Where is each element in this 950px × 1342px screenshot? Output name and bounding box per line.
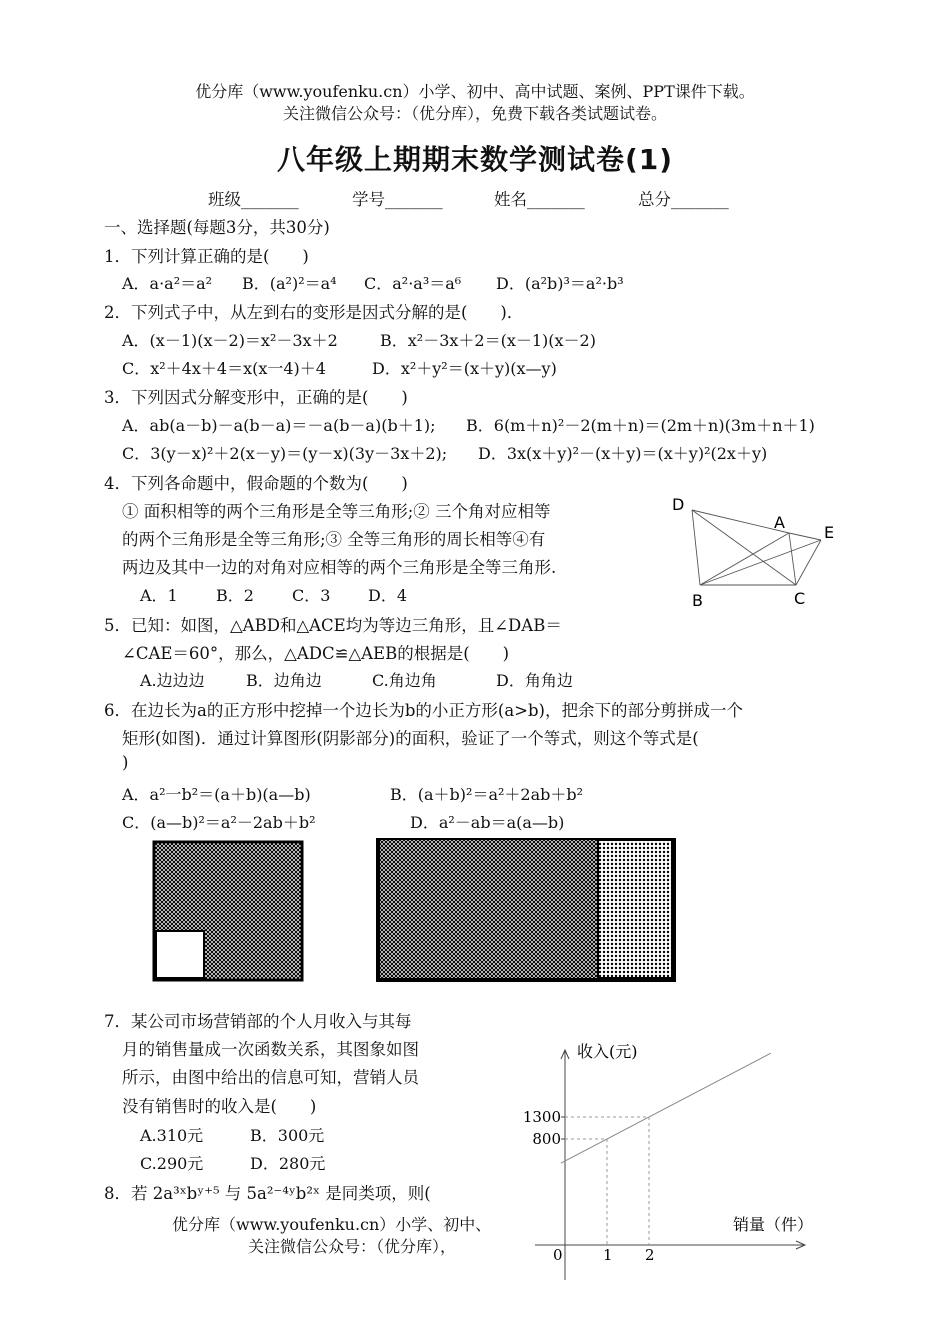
y-tick-label: 800	[532, 1130, 561, 1148]
q5-option-b: B．边角边	[246, 671, 322, 690]
header-line-1: 优分库（www.youfenku.cn）小学、初中、高中试题、案例、PPT课件下载。	[195, 82, 755, 101]
square-with-cutout	[154, 842, 302, 980]
q7-line-2: 月的销售量成一次函数关系，其图象如图	[122, 1040, 419, 1059]
q7-option-c: C.290元	[140, 1154, 204, 1173]
q6-line-1: 6．在边长为a的正方形中挖掉一个边长为b的小正方形(a>b)，把余下的部分剪拼成一个	[104, 701, 743, 720]
name-field: 姓名_______	[494, 190, 585, 209]
q3-option-a: A．ab(a－b)－a(b－a)＝－a(b－a)(b＋1);	[122, 416, 436, 435]
q1-stem: 1．下列计算正确的是( )	[104, 247, 309, 266]
q3-option-b: B．6(m＋n)²－2(m＋n)＝(2m＋n)(3m＋n＋1)	[466, 416, 815, 435]
q6-line-3: )	[122, 753, 129, 772]
q4-option-d: D．4	[368, 586, 408, 605]
q3-stem: 3．下列因式分解变形中，正确的是( )	[104, 388, 408, 407]
q6-line-2: 矩形(如图)．通过计算图形(阴影部分)的面积，验证了一个等式，则这个等式是(	[122, 729, 699, 748]
class-field: 班级_______	[208, 190, 299, 209]
q7-line-4: 没有销售时的收入是( )	[122, 1097, 317, 1116]
score-field: 总分_______	[638, 190, 729, 209]
cutout-square	[156, 931, 204, 978]
q3-option-c: C．3(y－x)²＋2(x－y)＝(y－x)(3y－3x＋2);	[122, 444, 448, 463]
q4-stem: 4．下列各命题中，假命题的个数为( )	[104, 474, 408, 493]
q4-line-2: 的两个三角形是全等三角形;③ 全等三角形的周长相等④有	[122, 530, 546, 549]
q2-option-b: B．x²－3x＋2＝(x－1)(x－2)	[380, 331, 596, 350]
q2-option-c: C．x²＋4x＋4＝x(x一4)＋4	[122, 359, 326, 378]
q5-line-2: ∠CAE＝60°，那么，△ADC≌△AEB的根据是( )	[122, 644, 510, 663]
q4-option-a: A．1	[140, 586, 178, 605]
footer-line-1: 优分库（www.youfenku.cn）小学、初中、	[172, 1215, 492, 1234]
q3-option-d: D．3x(x＋y)²－(x＋y)＝(x＋y)²(2x＋y)	[478, 444, 768, 463]
income-sales-chart	[505, 1035, 825, 1285]
label-C: C	[794, 589, 806, 608]
q2-option-a: A．(x－1)(x－2)＝x²－3x＋2	[122, 331, 338, 350]
q1-option-c: C．a²·a³＝a⁶	[364, 274, 462, 293]
label-E: E	[824, 523, 835, 542]
q6-option-a: A．a²一b²＝(a＋b)(a—b)	[122, 785, 311, 804]
q5-option-c: C.角边角	[372, 671, 437, 690]
q5-line-1: 5．已知：如图，△ABD和△ACE均为等边三角形，且∠DAB＝	[104, 616, 562, 635]
rearranged-rectangle	[378, 838, 674, 980]
q7-line-1: 7．某公司市场营销部的个人月收入与其每	[104, 1012, 412, 1031]
q4-line-1: ① 面积相等的两个三角形是全等三角形;② 三个角对应相等	[122, 502, 551, 521]
q2-option-d: D．x²＋y²＝(x＋y)(x—y)	[372, 359, 557, 378]
q4-option-b: B．2	[216, 586, 254, 605]
q7-option-a: A.310元	[140, 1126, 204, 1145]
q7-line-3: 所示，由图中给出的信息可知，营销人员	[122, 1068, 419, 1087]
triangle-figure	[664, 488, 854, 616]
q1-option-d: D．(a²b)³＝a²·b³	[496, 274, 624, 293]
q6-option-d: D．a²－ab＝a(a—b)	[410, 813, 565, 832]
q4-line-3: 两边及其中一边的对角对应相等的两个三角形是全等三角形.	[122, 558, 557, 577]
label-D: D	[672, 495, 685, 514]
x-tick-label: 1	[603, 1246, 613, 1264]
square-rectangle-figure	[150, 838, 680, 986]
q2-stem: 2．下列式子中，从左到右的变形是因式分解的是( )．	[104, 303, 524, 322]
q7-option-b: B．300元	[250, 1126, 325, 1145]
income-line	[561, 1053, 771, 1163]
y-tick-label: 1300	[522, 1108, 561, 1126]
q5-option-a: A.边边边	[140, 671, 205, 690]
footer-line-2: 关注微信公众号：（优分库），	[248, 1237, 457, 1256]
q4-option-c: C．3	[292, 586, 331, 605]
q6-option-c: C．(a—b)²＝a²－2ab＋b²	[122, 813, 316, 832]
q1-option-b: B．(a²)²＝a⁴	[242, 274, 337, 293]
header-line-2: 关注微信公众号：（优分库），免费下载各类试题试卷。	[282, 104, 667, 123]
y-axis-label: 收入(元)	[577, 1042, 638, 1061]
section-heading: 一、选择题(每题3分，共30分)	[104, 218, 330, 237]
q8-text: 8．若 2a³ˣbʸ⁺⁵ 与 5a²⁻⁴ʸb²ˣ 是同类项，则(	[104, 1184, 431, 1203]
q1-option-a: A．a·a²＝a²	[122, 274, 213, 293]
student-id-field: 学号_______	[352, 190, 443, 209]
origin-label: 0	[553, 1246, 563, 1264]
x-axis-label: 销量（件）	[733, 1215, 814, 1234]
label-A: A	[774, 513, 785, 532]
x-tick-label: 2	[645, 1246, 655, 1264]
q5-option-d: D．角角边	[496, 671, 573, 690]
label-B: B	[692, 591, 703, 610]
page-title: 八年级上期期末数学测试卷(1)	[276, 143, 674, 176]
q6-option-b: B．(a＋b)²＝a²＋2ab＋b²	[390, 785, 584, 804]
q7-option-d: D．280元	[250, 1154, 326, 1173]
